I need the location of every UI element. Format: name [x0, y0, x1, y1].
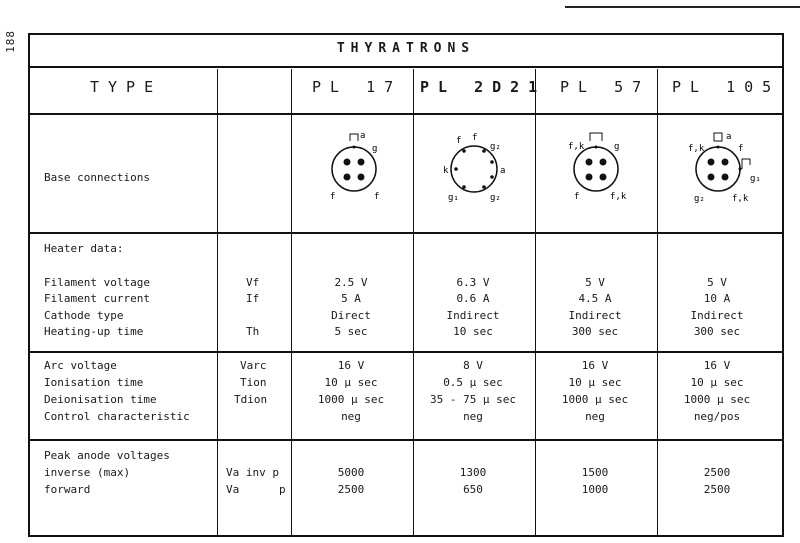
pin-label: f — [330, 192, 336, 202]
cell-value: neg/pos — [693, 410, 741, 423]
cell-value: 4.5 A — [578, 292, 612, 305]
row-symbol: Th — [246, 325, 260, 338]
base-connections-label: Base connections — [44, 171, 150, 184]
rule — [30, 113, 782, 115]
pin-label: f — [472, 133, 478, 143]
row-label: Control characteristic — [44, 410, 190, 423]
pin-label: g₂ — [694, 194, 705, 204]
peak-voltages-label: Peak anode voltages — [44, 449, 170, 462]
pin-label: g — [372, 144, 378, 154]
cell-value: 1000 μ sec — [683, 393, 751, 406]
cell-value: 2500 — [337, 483, 365, 496]
cell-value: Indirect — [568, 309, 622, 322]
pin-label: g₁ — [750, 174, 761, 184]
pin-label: f — [374, 192, 380, 202]
cell-value: 10 sec — [453, 325, 493, 338]
cell-value: 10 μ sec — [568, 376, 622, 389]
row-label: Filament voltage — [44, 276, 150, 289]
rule — [30, 232, 782, 234]
cell-value: 5000 — [337, 466, 365, 479]
row-symbol: Varc — [240, 359, 267, 372]
base-diagram-pl17 — [314, 129, 394, 209]
cell-value: 1000 μ sec — [317, 393, 385, 406]
cell-value: 35 - 75 μ sec — [429, 393, 517, 406]
pin-label: g₂ — [490, 193, 501, 203]
column-divider — [217, 69, 218, 535]
row-symbol: Tion — [240, 376, 267, 389]
pin-label: f — [738, 144, 744, 154]
cell-value: 5 V — [707, 276, 727, 289]
cell-value: 1000 μ sec — [561, 393, 629, 406]
row-label: forward — [44, 483, 91, 496]
row-label: Filament current — [44, 292, 150, 305]
tube-header-pl57: PL 57 — [560, 78, 651, 96]
cell-value: 1300 — [459, 466, 487, 479]
base-diagram-pl105 — [678, 129, 768, 209]
cell-value: neg — [463, 410, 483, 423]
row-label: Heating-up time — [44, 325, 144, 338]
cell-value: 6.3 V — [456, 276, 490, 289]
cell-value: Indirect — [690, 309, 744, 322]
cell-value: 650 — [463, 483, 483, 496]
tube-header-pl105: PL 105 — [672, 78, 781, 96]
cell-value: 2500 — [703, 483, 731, 496]
row-label: Ionisation time — [44, 376, 144, 389]
pin-label: f,k — [732, 194, 749, 204]
pin-label: f,k — [568, 142, 585, 152]
tube-header-pl2d21: PL 2D21 — [420, 78, 547, 96]
cell-value: Indirect — [446, 309, 500, 322]
rule — [30, 66, 782, 68]
cell-value: 2500 — [703, 466, 731, 479]
pin-label: f,k — [610, 192, 627, 202]
cell-value: 0.5 μ sec — [443, 376, 503, 389]
row-symbol: Tdion — [234, 393, 268, 406]
page-number: 188 — [4, 30, 17, 53]
base-diagram-pl57 — [556, 129, 636, 209]
tube-header-pl17: PL 17 — [312, 78, 403, 96]
cell-value: 5 V — [585, 276, 605, 289]
row-label: Cathode type — [44, 309, 124, 322]
cell-value: 10 μ sec — [690, 376, 744, 389]
cell-value: neg — [585, 410, 605, 423]
cell-value: 10 A — [703, 292, 731, 305]
row-symbol: Vf — [246, 276, 260, 289]
pin-label: f,k — [688, 144, 705, 154]
cell-value: 5 sec — [334, 325, 368, 338]
row-label: inverse (max) — [44, 466, 131, 479]
type-header: TYPE — [90, 78, 163, 96]
pin-label: a — [726, 132, 732, 142]
heater-data-label: Heater data: — [44, 242, 124, 255]
cell-value: 1500 — [581, 466, 609, 479]
pin-label: f — [574, 192, 580, 202]
pin-label: a — [360, 131, 366, 141]
rule — [30, 351, 782, 353]
row-symbol: Va p — [226, 483, 286, 496]
rule — [30, 439, 782, 441]
base-diagram-pl2d21 — [434, 129, 514, 209]
cell-value: 10 μ sec — [324, 376, 378, 389]
cell-value: 5 A — [341, 292, 361, 305]
cell-value: 0.6 A — [456, 292, 490, 305]
cell-value: 1000 — [581, 483, 609, 496]
top-rule — [565, 6, 800, 8]
pin-label: g₂ — [490, 142, 501, 152]
pin-label: a — [500, 166, 506, 176]
cell-value: 8 V — [463, 359, 483, 372]
row-symbol: Va inv p — [226, 466, 279, 479]
thyratron-table — [28, 33, 784, 537]
cell-value: 16 V — [703, 359, 731, 372]
cell-value: Direct — [331, 309, 371, 322]
row-symbol: If — [246, 292, 260, 305]
cell-value: 300 sec — [693, 325, 741, 338]
cell-value: 16 V — [581, 359, 609, 372]
row-label: Deionisation time — [44, 393, 157, 406]
pin-label: g — [614, 142, 620, 152]
pin-label: g₁ — [448, 193, 459, 203]
table-title: THYRATRONS — [336, 41, 476, 56]
cell-value: 300 sec — [571, 325, 619, 338]
pin-label: f — [456, 136, 462, 146]
cell-value: 2.5 V — [334, 276, 368, 289]
pin-label: k — [443, 166, 449, 176]
cell-value: 16 V — [337, 359, 365, 372]
cell-value: neg — [341, 410, 361, 423]
row-label: Arc voltage — [44, 359, 117, 372]
